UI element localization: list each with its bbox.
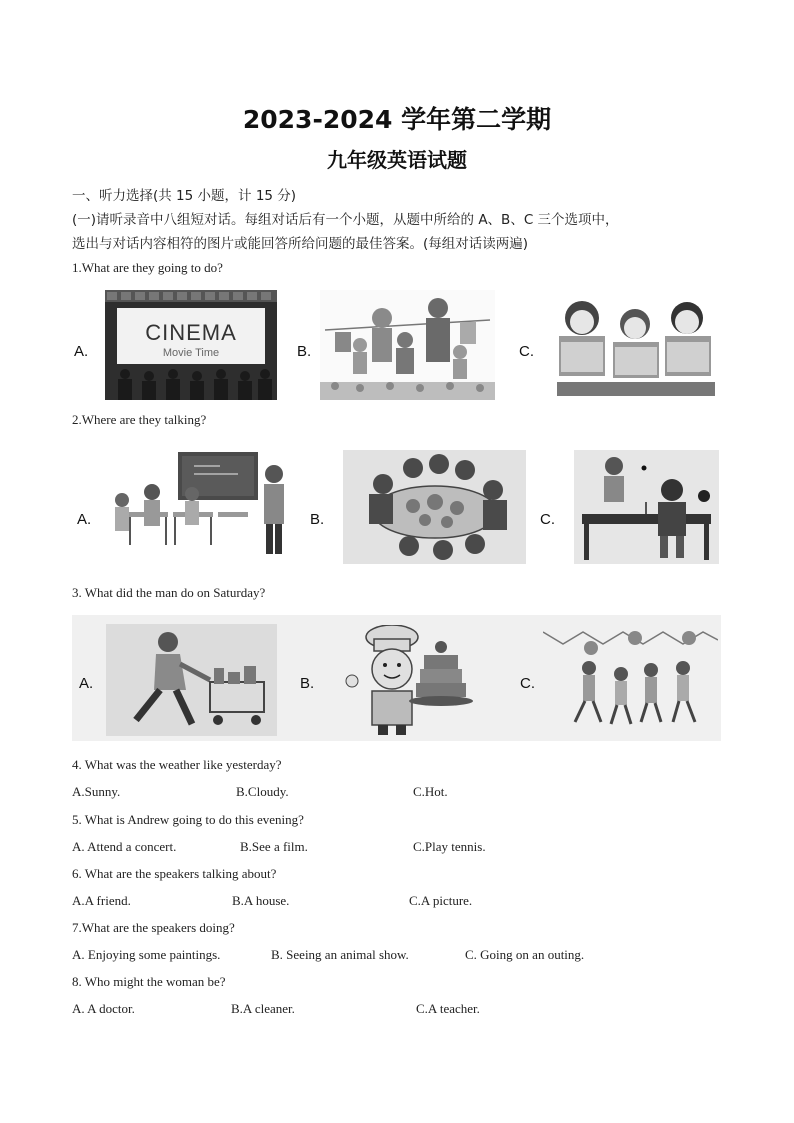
question-4-text: 4. What was the weather like yesterday?: [72, 757, 282, 772]
instruction-line-2: 选出与对话内容相符的图片或能回答所给问题的最佳答案。(每组对话读两遍): [72, 236, 529, 252]
question-1-text: 1.What are they going to do?: [72, 260, 223, 275]
q3-label-b: B.: [300, 675, 315, 692]
exam-subtitle: 九年级英语试题: [327, 148, 467, 172]
q5-option-a: A. Attend a concert.: [72, 839, 177, 854]
q4-option-a: A.Sunny.: [72, 784, 121, 799]
q2-image-b-dinner-table: [343, 450, 526, 564]
question-7-text: 7.What are the speakers doing?: [72, 920, 235, 935]
instruction-line-1: (一)请听录音中八组短对话。每组对话后有一个小题，从题中所给的 A、B、C 三个选项中，: [72, 212, 619, 228]
q1-image-b-family-clothes: [320, 290, 495, 400]
question-6-text: 6. What are the speakers talking about?: [72, 866, 277, 881]
q2-image-a-classroom: [108, 450, 293, 560]
q3-image-a-shopping: [106, 624, 277, 736]
cinema-subtitle: Movie Time: [162, 347, 220, 359]
cinema-title: CINEMA: [145, 320, 237, 345]
q2-label-b: B.: [310, 511, 325, 528]
q7-option-a: A. Enjoying some paintings.: [72, 947, 221, 962]
q3-image-c-party: [543, 624, 718, 736]
q2-label-a: A.: [77, 511, 92, 528]
question-5-text: 5. What is Andrew going to do this evening?: [72, 812, 304, 827]
q4-option-b: B.Cloudy.: [236, 784, 289, 799]
q1-label-b: B.: [297, 343, 312, 360]
q3-label-a: A.: [79, 675, 94, 692]
q1-label-a: A.: [74, 343, 89, 360]
q1-image-c-reading: [547, 292, 719, 398]
q1-image-a-cinema: [105, 290, 277, 400]
q8-option-a: A. A doctor.: [72, 1001, 135, 1016]
question-8-text: 8. Who might the woman be?: [72, 974, 226, 989]
section-heading: 一、听力选择(共 15 小题，计 15 分): [72, 188, 297, 204]
q8-option-b: B.A cleaner.: [231, 1001, 295, 1016]
q5-option-c: C.Play tennis.: [413, 839, 486, 854]
q2-label-c: C.: [540, 511, 555, 528]
q7-option-c: C. Going on an outing.: [465, 947, 585, 962]
q6-option-a: A.A friend.: [72, 893, 131, 908]
question-2-text: 2.Where are they talking?: [72, 412, 207, 427]
q3-label-c: C.: [520, 675, 535, 692]
exam-title: 2023-2024 学年第二学期: [242, 105, 552, 134]
q6-option-b: B.A house.: [232, 893, 290, 908]
q8-option-c: C.A teacher.: [416, 1001, 480, 1016]
q2-image-c-table-tennis: [574, 450, 719, 564]
q5-option-b: B.See a film.: [240, 839, 308, 854]
q6-option-c: C.A picture.: [409, 893, 473, 908]
q4-option-c: C.Hot.: [413, 784, 448, 799]
question-3-text: 3. What did the man do on Saturday?: [72, 585, 266, 600]
q7-option-b: B. Seeing an animal show.: [271, 947, 409, 962]
q1-label-c: C.: [519, 343, 534, 360]
q3-image-b-chef-cake: [340, 625, 475, 735]
